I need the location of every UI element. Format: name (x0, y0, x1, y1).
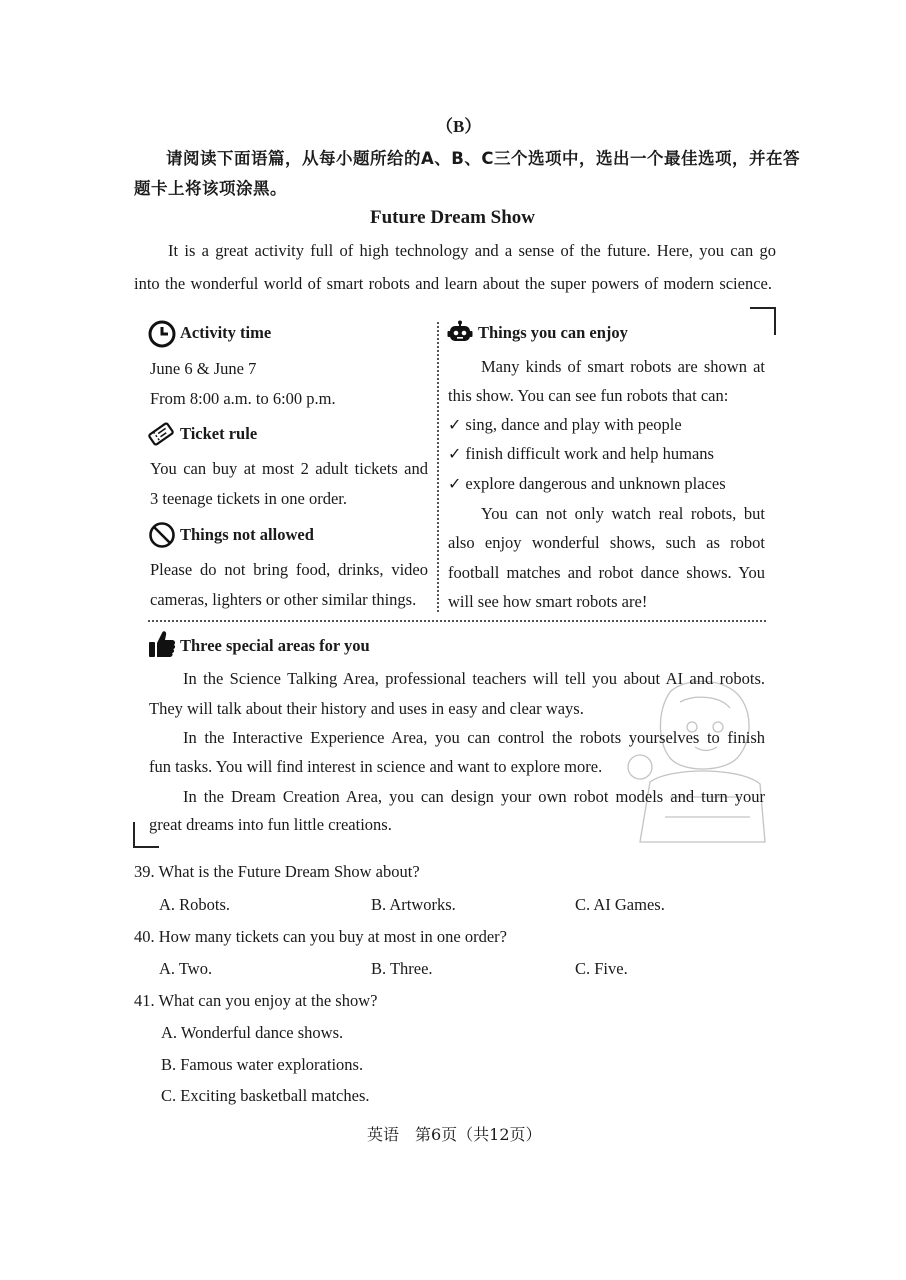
not-allowed-heading: Things not allowed (180, 525, 314, 544)
enjoy-line-3: You can not only watch real robots, but (481, 504, 765, 523)
question-40-stem: 40. How many tickets can you buy at most in one order? (134, 927, 507, 946)
decorative-robot-illustration (610, 672, 780, 857)
not-allowed-line-2: cameras, lighters or other similar things. (150, 590, 417, 609)
section-label: （B） (436, 117, 482, 136)
activity-time-heading: Activity time (180, 323, 272, 342)
question-39-option-a: A. Robots. (159, 895, 231, 914)
intro-line-1: It is a great activity full of high technology and a sense of the future. Here, you can go (168, 241, 776, 260)
areas-p1-line-1: In the Science Talking Area, professional teachers will tell you about AI and robots. (183, 669, 765, 688)
question-41-option-a: A. Wonderful dance shows. (161, 1023, 344, 1042)
activity-hours: From 8:00 a.m. to 6:00 p.m. (150, 389, 336, 408)
enjoy-line-5: football matches and robot dance shows. You (448, 563, 765, 582)
prohibited-icon (148, 521, 176, 554)
passage-title: Future Dream Show (370, 207, 536, 228)
enjoy-line-6: will see how smart robots are! (448, 592, 648, 611)
checkmark-icon: ✓ (448, 474, 462, 493)
checkmark-icon: ✓ (448, 415, 462, 434)
question-39-option-c: C. AI Games. (575, 895, 665, 914)
areas-p1-line-2: They will talk about their history and uses in easy and clear ways. (149, 699, 584, 718)
question-40-option-a: A. Two. (159, 959, 213, 978)
ticket-rule-line-2: 3 teenage tickets in one order. (150, 489, 348, 508)
areas-p2-line-2: fun tasks. You will find interest in science and want to explore more. (149, 757, 603, 776)
enjoy-heading: Things you can enjoy (478, 323, 628, 342)
enjoy-line-4: also enjoy wonderful shows, such as robot (448, 533, 765, 552)
clock-icon (148, 320, 176, 353)
ticket-rule-line-1: You can buy at most 2 adult tickets and (150, 459, 428, 478)
enjoy-line-1: Many kinds of smart robots are shown at (481, 357, 765, 376)
question-39-option-b: B. Artworks. (371, 895, 456, 914)
section-divider (148, 620, 766, 622)
areas-p2-line-1: In the Interactive Experience Area, you can control the robots yourselves to finish (183, 728, 765, 747)
page-footer: 英语 第6页（共12页） (367, 1125, 542, 1144)
ticket-rule-heading: Ticket rule (180, 424, 258, 443)
enjoy-check-text: sing, dance and play with people (465, 415, 682, 434)
areas-heading: Three special areas for you (180, 636, 370, 655)
enjoy-check-text: explore dangerous and unknown places (465, 474, 726, 493)
areas-p3-line-1: In the Dream Creation Area, you can design your own robot models and turn your (183, 787, 765, 806)
not-allowed-line-1: Please do not bring food, drinks, video (150, 560, 428, 579)
instructions-line-2: 题卡上将该项涂黑。 (134, 179, 287, 198)
question-40-option-b: B. Three. (371, 959, 433, 978)
question-41-stem: 41. What can you enjoy at the show? (134, 991, 378, 1010)
activity-date: June 6 & June 7 (150, 359, 257, 378)
areas-p3-line-2: great dreams into fun little creations. (149, 815, 392, 834)
thumbs-up-icon (148, 629, 176, 664)
robot-icon (447, 320, 473, 351)
question-41-option-c: C. Exciting basketball matches. (161, 1086, 370, 1105)
enjoy-line-2: this show. You can see fun robots that can: (448, 386, 729, 405)
instructions-line-1: 请阅读下面语篇，从每小题所给的A、B、C三个选项中，选出一个最佳选项，并在答 (166, 149, 800, 168)
intro-line-2: into the wonderful world of smart robots and learn about the super powers of modern science. (134, 274, 772, 293)
checkmark-icon: ✓ (448, 444, 462, 463)
question-41-option-b: B. Famous water explorations. (161, 1055, 364, 1074)
question-39-stem: 39. What is the Future Dream Show about? (134, 862, 420, 881)
ticket-icon (147, 420, 175, 453)
corner-bracket-top-right (750, 307, 776, 335)
enjoy-check-item (448, 476, 726, 493)
enjoy-check-item (448, 446, 714, 463)
question-40-option-c: C. Five. (575, 959, 628, 978)
enjoy-check-item (448, 417, 682, 434)
enjoy-check-text: finish difficult work and help humans (465, 444, 714, 463)
column-divider (437, 322, 439, 612)
